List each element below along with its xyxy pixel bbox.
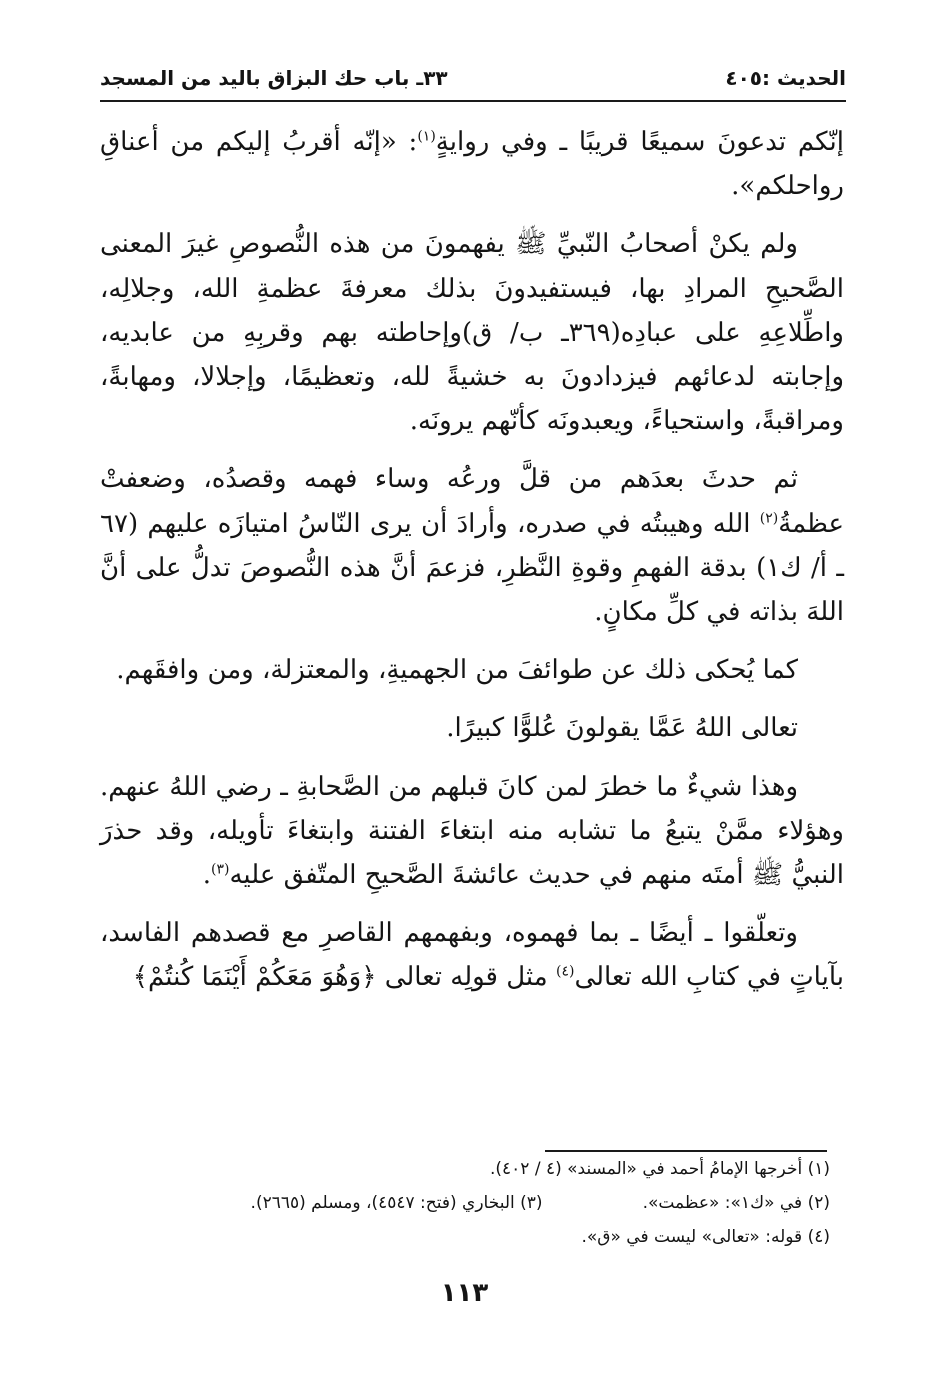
paragraph-3: ثم حدثَ بعدَهم من قلَّ ورعُه وساء فهمه وقصدُه، وضعفتْ عظمةُ$^{(٢)}$ الله وهيبتُه في صدره، وأرادَ أن يرى النّاسُ امتيازَه عليهم (٦٧ ـ أ/ ك١) بدقة الفهمِ وقوةِ النَّظرِ، فزعمَ أنَّ هذه النُّصوصَ تدلُّ على أنَّ اللهَ بذاته في كلِّ مكانٍ. — [100, 464, 844, 628]
paragraph-2: ولم يكنْ أصحابُ النّبيِّ ﷺ يفهمونَ من هذه النُّصوصِ غيرَ المعنى الصَّحيحِ المرادِ بها، فيستفيدونَ بذلك معرفةَ عظمةِ الله، وجلالِه، واطِّلاعِهِ على عبادِه(٣٦٩ـ ب/ ق)وإحاطته بهم وقربِهِ من عابديه، وإجابته لدعائهم فيزدادونَ به خشيةً لله، وتعظيمًا، وإجلالا، ومهابةً، ومراقبةً، واستحياءً، ويعبدونَه كأنّهم يرونَه. — [100, 229, 844, 437]
footnote-2: (٢) في «ك١»: «عظمت». — [642, 1193, 830, 1213]
page-number: ١١٣ — [440, 1278, 489, 1308]
main-text — [100, 120, 844, 1014]
footnote-1: (١) أخرجها الإمامُ أحمد في «المسند» (٤ / ٤٠٢). — [489, 1159, 830, 1179]
header-divider — [100, 100, 846, 102]
footnotes — [120, 1152, 830, 1254]
chapter-title: ٣٣ـ باب حك البزاق باليد من المسجد — [100, 66, 448, 90]
footnote-3: (٣) البخاري (فتح: ٤٥٤٧)، ومسلم (٢٦٦٥). — [250, 1193, 543, 1213]
paragraph-1: إنّكم تدعونَ سميعًا قريبًا ـ وفي روايةٍ$^{(١)}$: «إنّه أقربُ إليكم من أعناقِ رواحلكم». — [100, 127, 844, 202]
footnote-row-2-3 — [120, 1186, 830, 1220]
paragraph-5: تعالى اللهُ عَمَّا يقولونَ عُلوًّا كبيرًا. — [446, 713, 798, 744]
footnote-4: (٤) قوله: «تعالى» ليست في «ق». — [581, 1227, 830, 1247]
footnote-ref-1: (١) — [417, 128, 436, 145]
footnote-ref-2: (٢) — [759, 509, 779, 526]
footnote-ref-4: (٤) — [555, 963, 575, 980]
paragraph-7: وتعلّقوا ـ أيضًا ـ بما فهموه، وبفهمهم القاصرِ مع قصدهم الفاسد، بآياتٍ في كتابِ الله تعالى$^{(٤)}$ مثل قولِه تعالى ﴿وَهُوَ مَعَكُمْ أَيْنَمَا كُنتُمْ﴾ — [100, 918, 844, 993]
running-header — [100, 58, 846, 98]
hadith-number: الحديث :٤٠٥ — [725, 66, 846, 90]
footnote-ref-3: (٣) — [210, 861, 230, 878]
paragraph-4: كما يُحكى ذلك عن طوائفَ من الجهميةِ، والمعتزلة، ومن وافقَهم. — [116, 655, 798, 686]
paragraph-6: وهذا شيءٌ ما خطرَ لمن كانَ قبلهم من الصَّحابةِ ـ رضي اللهُ عنهم. وهؤلاء ممَّنْ يتبعُ ما تشابه منه ابتغاءَ الفتنة وابتغاءَ تأويله، وقد حذرَ النبيُّ ﷺ أمتَه منهم في حديث عائشةَ الصَّحيحِ المتّفق عليه$^{(٣)}$. — [100, 771, 844, 891]
